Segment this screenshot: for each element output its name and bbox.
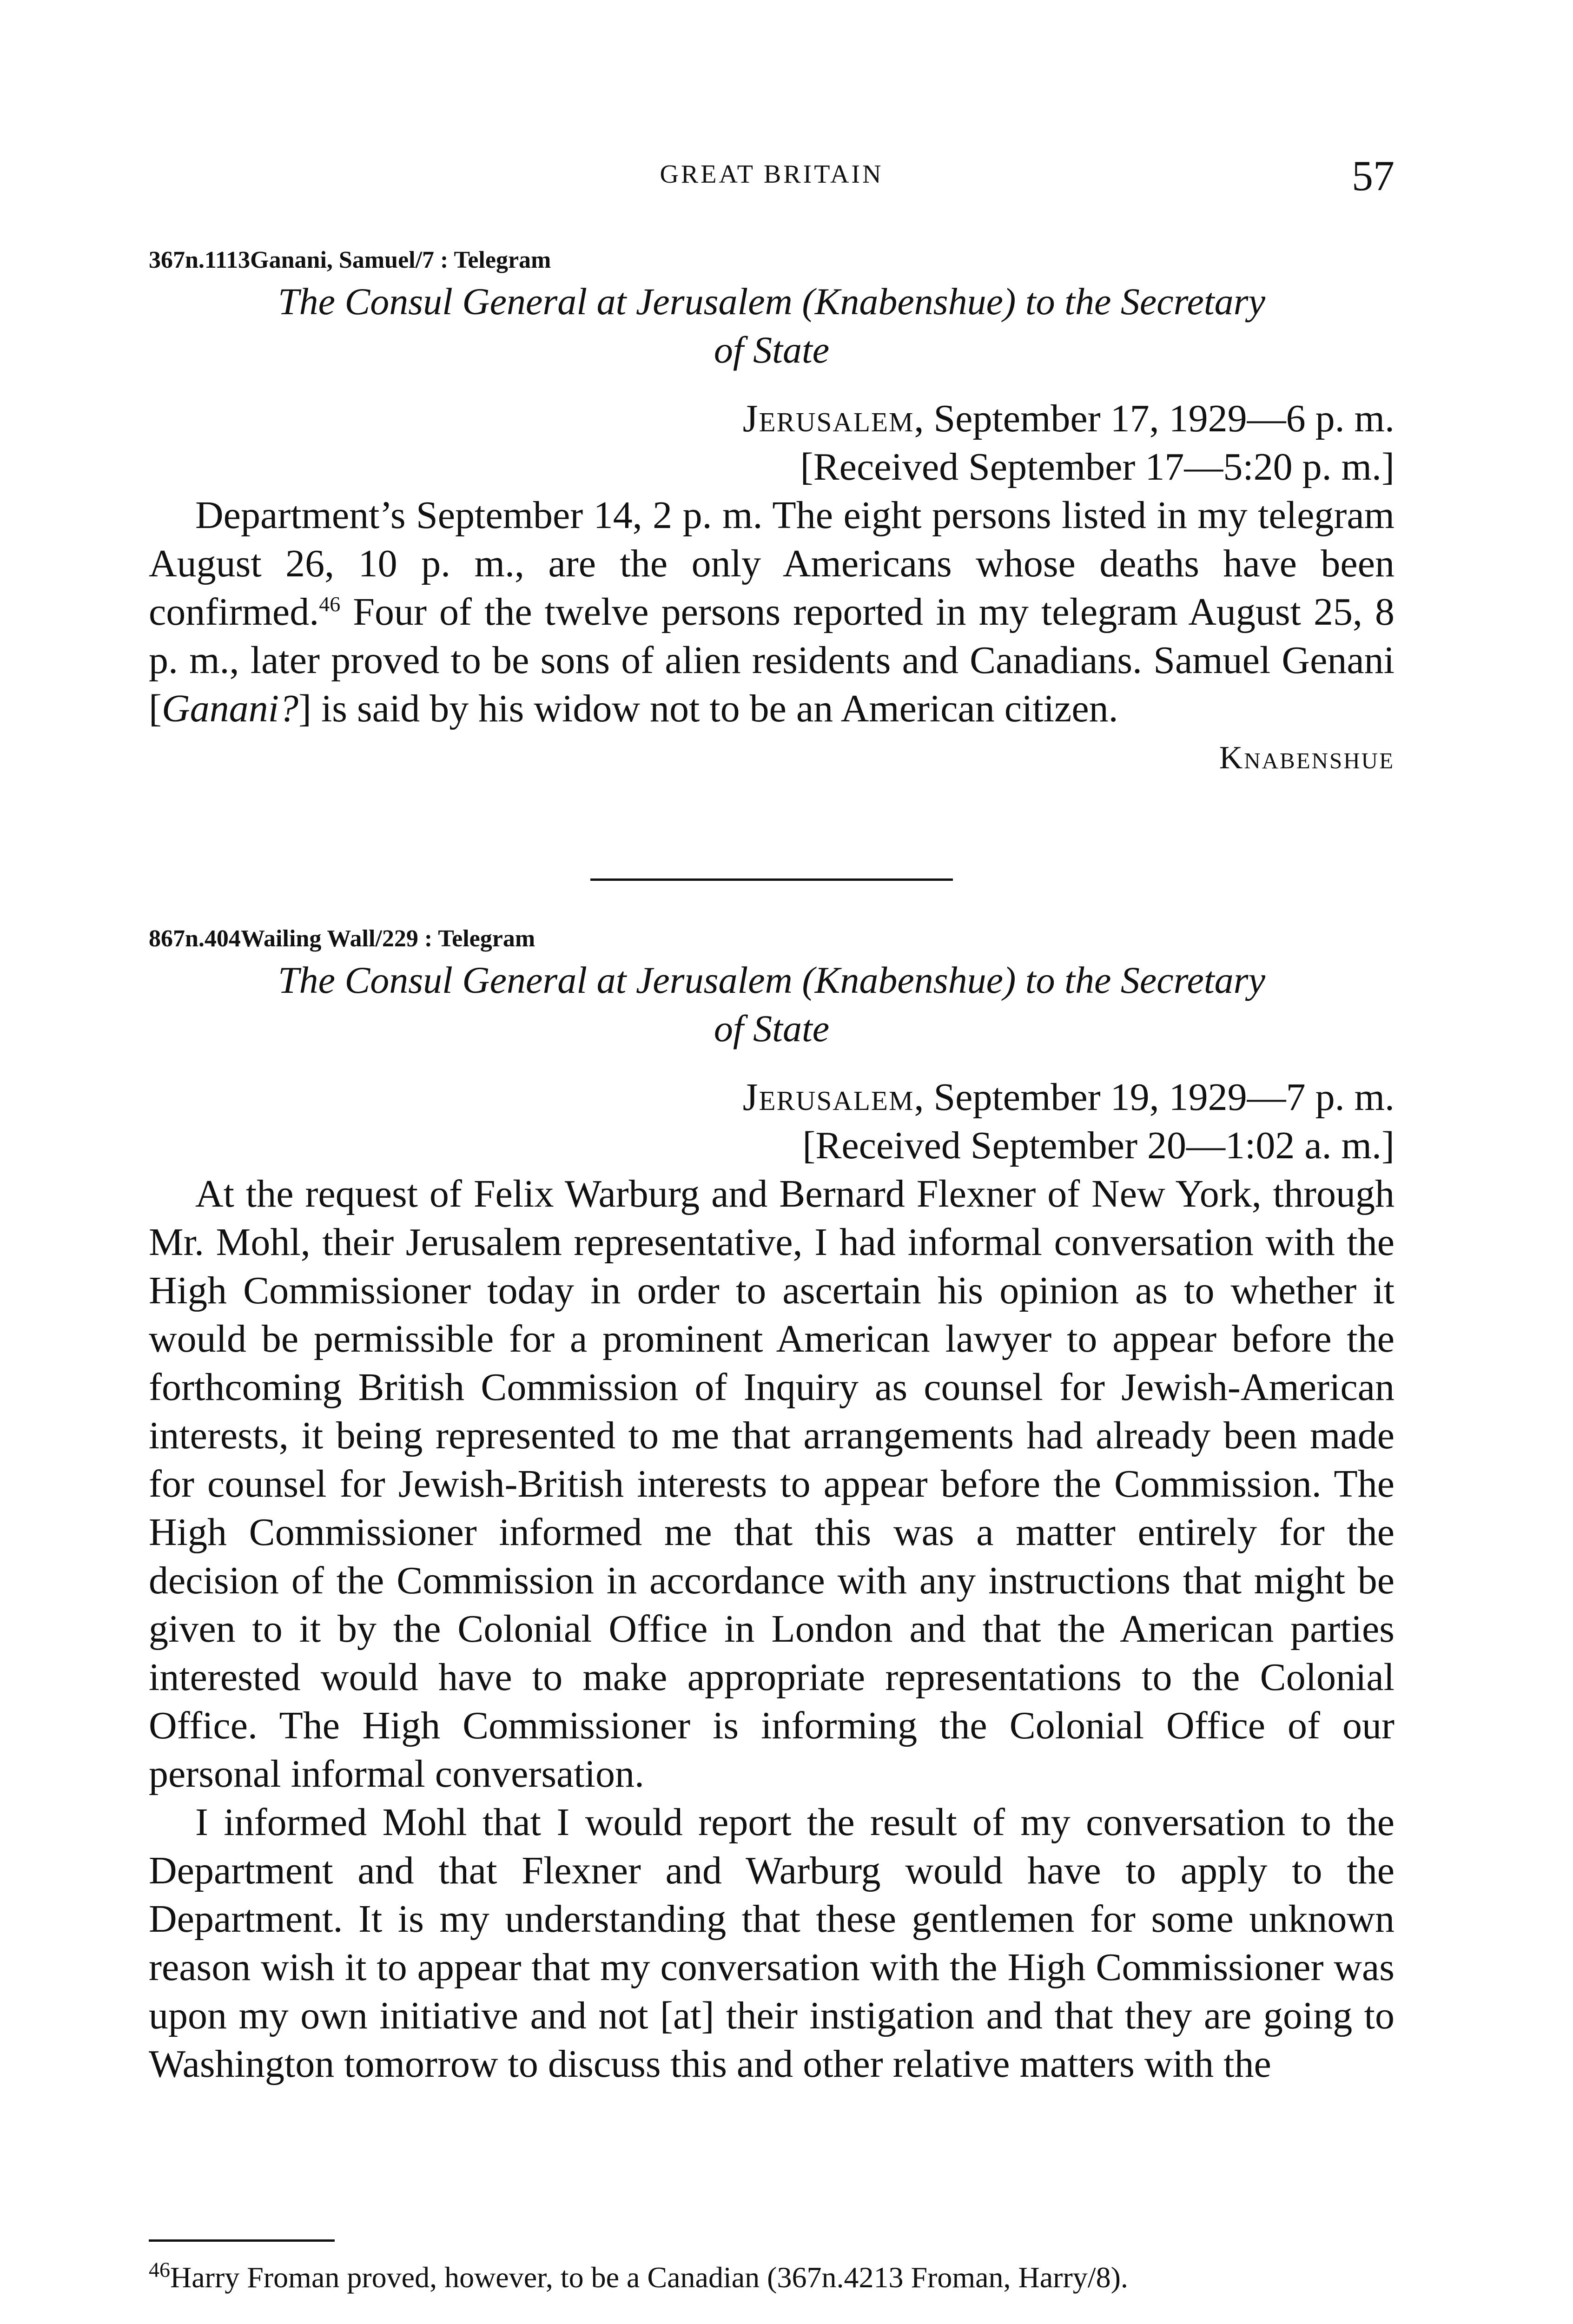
telegram-body: [149, 491, 1395, 733]
text-run: Department’s September 14, 2 p. m. The eight persons listed in my telegram August 26, 10 p. m., are the only Americans whose deaths have been confirmed.: [149, 494, 1395, 634]
file-reference: 867n.404Wailing Wall/229 : Telegram: [149, 925, 535, 952]
heading-line: The Consul General at Jerusalem (Knabenshue) to the Secretary: [278, 959, 1265, 1001]
footnote-ref: 46: [319, 592, 341, 616]
dateline-place: Jerusalem: [742, 397, 914, 440]
section-separator: [590, 878, 953, 881]
running-head: [149, 151, 1395, 202]
paragraph: I informed Mohl that I would report the result of my conversation to the Department and that Flexner and Warburg would have to apply to the Department. It is my understanding that these gentlemen for some unknown reason wish it to appear that my conversation with the High Commissioner was upon my own initiative and not [at] their instigation and that they are going to Washington tomorrow to discuss this and other relative matters with the: [149, 1801, 1395, 2086]
heading-line: of State: [714, 1007, 830, 1050]
dateline: [149, 395, 1395, 443]
footnote-text: Harry Froman proved, however, to be a Canadian (367n.4213 Froman, Harry/8).: [170, 2261, 1128, 2294]
footnote-number: 46: [149, 2258, 170, 2282]
document-heading: [149, 277, 1395, 374]
footnote: [149, 2258, 1395, 2297]
heading-line: of State: [714, 329, 830, 371]
telegram-body: [149, 1170, 1395, 2088]
received-line: [Received September 17—5:20 p. m.]: [800, 445, 1395, 489]
received-line: [Received September 20—1:02 a. m.]: [802, 1124, 1395, 1167]
signature: Knabenshue: [1219, 740, 1395, 776]
telegram-2: [149, 925, 1395, 2088]
paragraph: At the request of Felix Warburg and Bernard Flexner of New York, through Mr. Mohl, their Jerusalem representative, I had informal conversation with the High Commissioner today in order to ascertain his opinion as to whether it would be permissible for a prominent American lawyer to appear before the forthcoming British Commission of Inquiry as counsel for Jewish-American interests, it being represented to me that arrangements had already been made for counsel for Jewish-British interests to appear before the Commission. The High Commissioner informed me that this was a matter entirely for the decision of the Commission in accordance with any instructions that might be given to it by the Colonial Office in London and that the American parties interested would have to make appropriate representations to the Colonial Office. The High Commissioner is informing the Colonial Office of our personal informal conversation.: [149, 1172, 1395, 1796]
dateline-date: , September 19, 1929—7 p. m.: [914, 1076, 1395, 1119]
dateline-place: Jerusalem: [742, 1076, 914, 1119]
text-run: ] is said by his widow not to be an American citizen.: [298, 687, 1118, 730]
text-run: Four of the twelve persons reported in my telegram August 25, 8 p. m., later proved to be sons of alien residents and Canadians. Samuel Genani [: [149, 590, 1395, 730]
telegram-1: [149, 246, 1395, 777]
footnote-rule: [149, 2239, 335, 2242]
page-number: 57: [1352, 152, 1395, 199]
italic-text: Ganani?: [161, 687, 298, 730]
dateline: [149, 1073, 1395, 1122]
document-heading: [149, 956, 1395, 1053]
paragraph: [149, 491, 1395, 733]
running-title: GREAT BRITAIN: [660, 160, 884, 189]
file-reference: 367n.1113Ganani, Samuel/7 : Telegram: [149, 247, 551, 273]
heading-line: The Consul General at Jerusalem (Knabenshue) to the Secretary: [278, 280, 1265, 323]
dateline-date: , September 17, 1929—6 p. m.: [914, 397, 1395, 440]
